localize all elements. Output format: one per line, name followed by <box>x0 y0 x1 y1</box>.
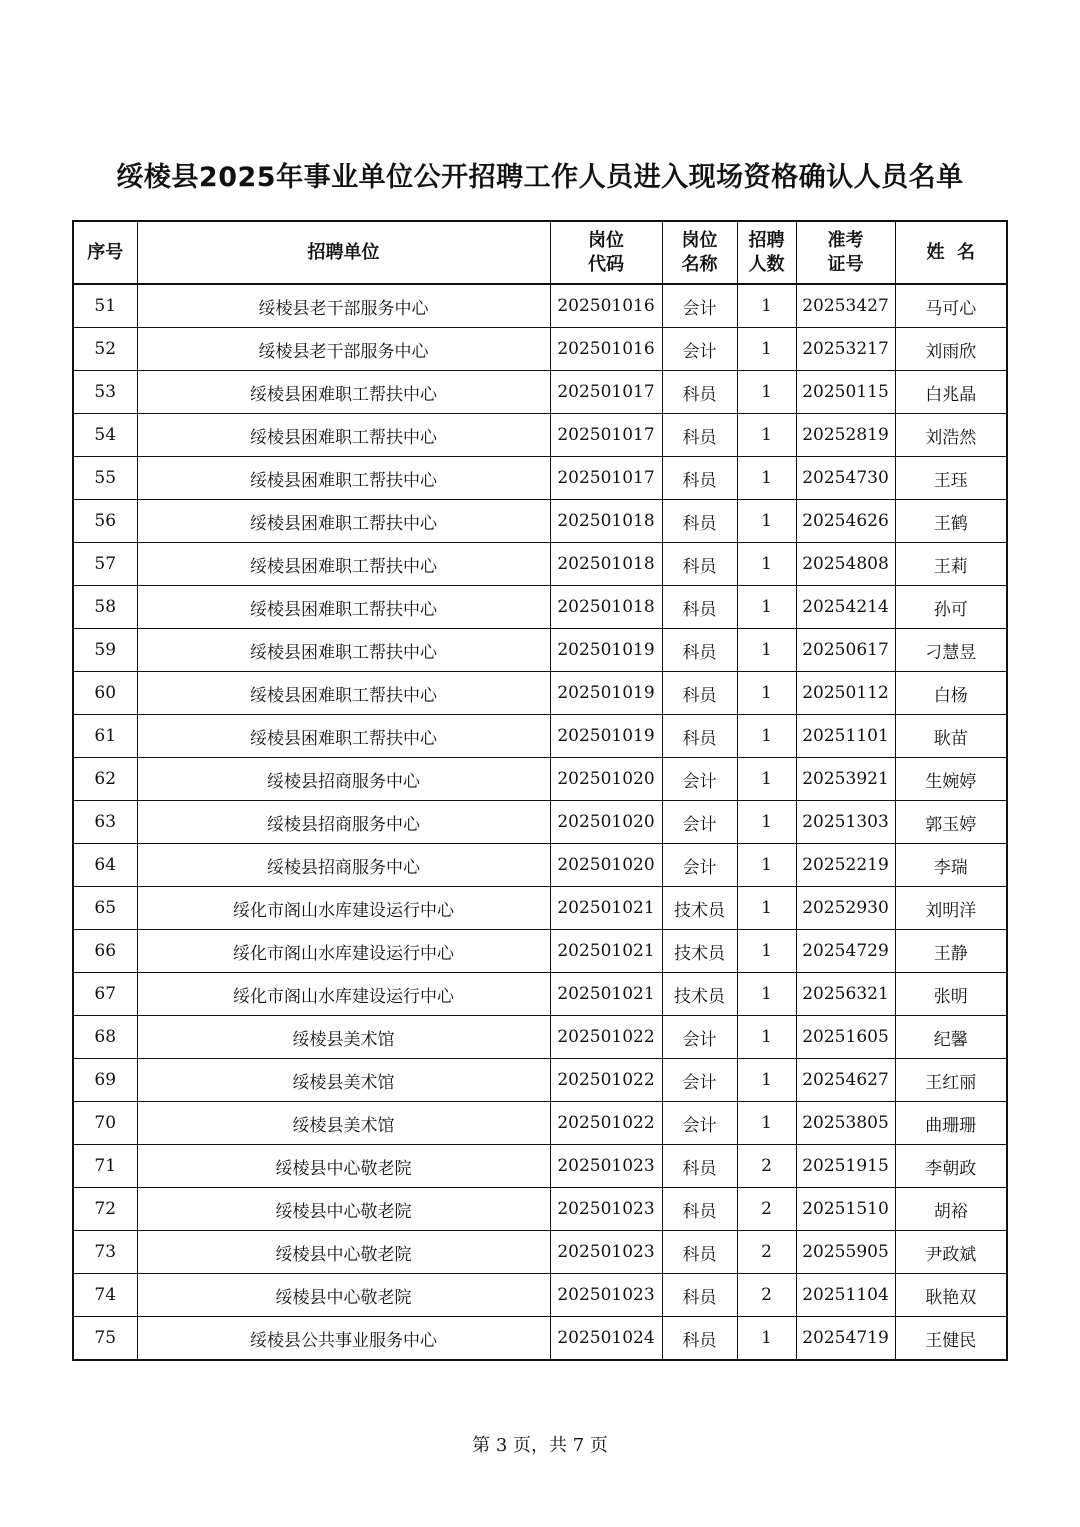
cell-post-name: 会计 <box>662 328 737 371</box>
cell-name: 胡裕 <box>895 1188 1007 1231</box>
cell-headcount: 1 <box>737 930 796 973</box>
table-row <box>73 1274 1007 1317</box>
table-row <box>73 672 1007 715</box>
cell-headcount: 1 <box>737 543 796 586</box>
cell-ticket: 20253805 <box>796 1102 895 1145</box>
cell-unit: 绥棱县困难职工帮扶中心 <box>137 672 550 715</box>
cell-headcount: 1 <box>737 328 796 371</box>
cell-headcount: 1 <box>737 1102 796 1145</box>
cell-post-code: 202501016 <box>550 284 662 328</box>
cell-post-code: 202501023 <box>550 1145 662 1188</box>
cell-post-code: 202501018 <box>550 543 662 586</box>
cell-post-name: 科员 <box>662 1274 737 1317</box>
cell-seq: 71 <box>73 1145 137 1188</box>
cell-headcount: 2 <box>737 1231 796 1274</box>
cell-post-name: 科员 <box>662 500 737 543</box>
cell-post-code: 202501021 <box>550 973 662 1016</box>
cell-name: 刘明洋 <box>895 887 1007 930</box>
cell-post-name: 科员 <box>662 457 737 500</box>
candidate-table <box>72 220 1008 1361</box>
cell-ticket: 20254627 <box>796 1059 895 1102</box>
cell-seq: 56 <box>73 500 137 543</box>
header-post-name-line2: 名称 <box>681 253 718 275</box>
header-name: 姓 名 <box>895 221 1007 284</box>
cell-headcount: 2 <box>737 1188 796 1231</box>
cell-post-code: 202501021 <box>550 930 662 973</box>
cell-ticket: 20254729 <box>796 930 895 973</box>
cell-seq: 58 <box>73 586 137 629</box>
cell-ticket: 20254730 <box>796 457 895 500</box>
cell-unit: 绥化市阁山水库建设运行中心 <box>137 887 550 930</box>
cell-post-name: 会计 <box>662 284 737 328</box>
cell-ticket: 20251303 <box>796 801 895 844</box>
cell-post-code: 202501019 <box>550 715 662 758</box>
cell-seq: 59 <box>73 629 137 672</box>
table-row <box>73 328 1007 371</box>
cell-unit: 绥棱县困难职工帮扶中心 <box>137 371 550 414</box>
cell-post-code: 202501017 <box>550 457 662 500</box>
cell-name: 张明 <box>895 973 1007 1016</box>
table-row <box>73 371 1007 414</box>
cell-post-code: 202501022 <box>550 1059 662 1102</box>
cell-headcount: 1 <box>737 586 796 629</box>
header-post-code-line1: 岗位 <box>588 229 624 251</box>
cell-name: 刁慧昱 <box>895 629 1007 672</box>
cell-name: 尹政斌 <box>895 1231 1007 1274</box>
cell-unit: 绥棱县招商服务中心 <box>137 844 550 887</box>
table-header-row <box>73 221 1007 284</box>
cell-seq: 51 <box>73 284 137 328</box>
cell-post-code: 202501020 <box>550 844 662 887</box>
header-headcount-line2: 人数 <box>748 253 785 275</box>
cell-name: 李朝政 <box>895 1145 1007 1188</box>
table-row <box>73 629 1007 672</box>
header-ticket-line1: 准考 <box>827 229 864 251</box>
cell-seq: 66 <box>73 930 137 973</box>
cell-headcount: 2 <box>737 1145 796 1188</box>
cell-post-code: 202501024 <box>550 1317 662 1361</box>
cell-post-name: 会计 <box>662 1059 737 1102</box>
cell-seq: 65 <box>73 887 137 930</box>
table-row <box>73 500 1007 543</box>
table-row <box>73 801 1007 844</box>
table-row <box>73 284 1007 328</box>
cell-unit: 绥棱县美术馆 <box>137 1059 550 1102</box>
cell-headcount: 1 <box>737 284 796 328</box>
cell-seq: 74 <box>73 1274 137 1317</box>
cell-post-name: 科员 <box>662 543 737 586</box>
cell-post-name: 会计 <box>662 758 737 801</box>
cell-headcount: 1 <box>737 715 796 758</box>
cell-seq: 61 <box>73 715 137 758</box>
cell-seq: 69 <box>73 1059 137 1102</box>
page-footer: 第 3 页，共 7 页 <box>472 1435 608 1456</box>
page-title: 绥棱县2025年事业单位公开招聘工作人员进入现场资格确认人员名单 <box>116 162 964 193</box>
cell-headcount: 1 <box>737 758 796 801</box>
cell-headcount: 1 <box>737 629 796 672</box>
cell-post-name: 科员 <box>662 586 737 629</box>
cell-post-name: 技术员 <box>662 930 737 973</box>
cell-ticket: 20252219 <box>796 844 895 887</box>
cell-post-name: 技术员 <box>662 973 737 1016</box>
cell-name: 孙可 <box>895 586 1007 629</box>
cell-name: 王红丽 <box>895 1059 1007 1102</box>
cell-unit: 绥棱县中心敬老院 <box>137 1274 550 1317</box>
cell-ticket: 20251510 <box>796 1188 895 1231</box>
cell-post-code: 202501016 <box>550 328 662 371</box>
cell-headcount: 1 <box>737 1317 796 1361</box>
cell-post-name: 科员 <box>662 1317 737 1361</box>
cell-name: 王莉 <box>895 543 1007 586</box>
table-row <box>73 1016 1007 1059</box>
cell-ticket: 20253427 <box>796 284 895 328</box>
cell-post-name: 科员 <box>662 1145 737 1188</box>
cell-post-name: 技术员 <box>662 887 737 930</box>
table-row <box>73 758 1007 801</box>
cell-post-code: 202501020 <box>550 801 662 844</box>
cell-unit: 绥棱县中心敬老院 <box>137 1231 550 1274</box>
cell-seq: 55 <box>73 457 137 500</box>
cell-seq: 52 <box>73 328 137 371</box>
cell-seq: 63 <box>73 801 137 844</box>
cell-ticket: 20254626 <box>796 500 895 543</box>
cell-name: 白杨 <box>895 672 1007 715</box>
table-row <box>73 1145 1007 1188</box>
cell-ticket: 20256321 <box>796 973 895 1016</box>
cell-post-code: 202501017 <box>550 371 662 414</box>
cell-ticket: 20251104 <box>796 1274 895 1317</box>
cell-unit: 绥棱县老干部服务中心 <box>137 328 550 371</box>
cell-headcount: 1 <box>737 844 796 887</box>
cell-unit: 绥化市阁山水库建设运行中心 <box>137 973 550 1016</box>
table-row <box>73 1059 1007 1102</box>
cell-unit: 绥棱县困难职工帮扶中心 <box>137 715 550 758</box>
cell-name: 生婉婷 <box>895 758 1007 801</box>
cell-seq: 54 <box>73 414 137 457</box>
cell-post-name: 科员 <box>662 672 737 715</box>
table-row <box>73 1231 1007 1274</box>
table-row <box>73 973 1007 1016</box>
cell-seq: 72 <box>73 1188 137 1231</box>
cell-ticket: 20251605 <box>796 1016 895 1059</box>
table-body <box>73 284 1007 1360</box>
cell-headcount: 1 <box>737 887 796 930</box>
cell-name: 王珏 <box>895 457 1007 500</box>
table-row <box>73 715 1007 758</box>
header-headcount <box>737 221 796 284</box>
cell-ticket: 20255905 <box>796 1231 895 1274</box>
cell-name: 曲珊珊 <box>895 1102 1007 1145</box>
cell-ticket: 20251915 <box>796 1145 895 1188</box>
cell-post-code: 202501018 <box>550 586 662 629</box>
cell-seq: 73 <box>73 1231 137 1274</box>
cell-unit: 绥棱县中心敬老院 <box>137 1188 550 1231</box>
header-seq: 序号 <box>73 221 137 284</box>
cell-post-code: 202501020 <box>550 758 662 801</box>
cell-headcount: 1 <box>737 414 796 457</box>
table-row <box>73 1188 1007 1231</box>
cell-name: 王静 <box>895 930 1007 973</box>
cell-post-name: 会计 <box>662 1016 737 1059</box>
cell-post-code: 202501022 <box>550 1102 662 1145</box>
cell-unit: 绥棱县招商服务中心 <box>137 758 550 801</box>
cell-post-name: 会计 <box>662 1102 737 1145</box>
cell-name: 纪馨 <box>895 1016 1007 1059</box>
cell-headcount: 1 <box>737 672 796 715</box>
cell-name: 耿苗 <box>895 715 1007 758</box>
cell-unit: 绥棱县困难职工帮扶中心 <box>137 543 550 586</box>
cell-name: 耿艳双 <box>895 1274 1007 1317</box>
cell-unit: 绥棱县老干部服务中心 <box>137 284 550 328</box>
cell-post-name: 科员 <box>662 371 737 414</box>
cell-unit: 绥棱县困难职工帮扶中心 <box>137 414 550 457</box>
cell-unit: 绥棱县中心敬老院 <box>137 1145 550 1188</box>
cell-seq: 57 <box>73 543 137 586</box>
cell-unit: 绥棱县困难职工帮扶中心 <box>137 586 550 629</box>
cell-headcount: 1 <box>737 457 796 500</box>
cell-post-code: 202501019 <box>550 672 662 715</box>
cell-unit: 绥棱县困难职工帮扶中心 <box>137 500 550 543</box>
table-row <box>73 586 1007 629</box>
cell-unit: 绥棱县美术馆 <box>137 1016 550 1059</box>
cell-ticket: 20254214 <box>796 586 895 629</box>
table-row <box>73 930 1007 973</box>
cell-name: 王鹤 <box>895 500 1007 543</box>
cell-post-code: 202501023 <box>550 1274 662 1317</box>
cell-unit: 绥棱县困难职工帮扶中心 <box>137 457 550 500</box>
header-post-name <box>662 221 737 284</box>
cell-ticket: 20250115 <box>796 371 895 414</box>
cell-post-name: 科员 <box>662 1188 737 1231</box>
cell-name: 刘雨欣 <box>895 328 1007 371</box>
cell-seq: 67 <box>73 973 137 1016</box>
cell-ticket: 20254808 <box>796 543 895 586</box>
table-row <box>73 414 1007 457</box>
header-ticket <box>796 221 895 284</box>
header-ticket-line2: 证号 <box>827 253 864 275</box>
cell-post-name: 科员 <box>662 715 737 758</box>
cell-headcount: 1 <box>737 500 796 543</box>
cell-name: 李瑞 <box>895 844 1007 887</box>
table-row <box>73 543 1007 586</box>
cell-headcount: 1 <box>737 801 796 844</box>
cell-unit: 绥棱县美术馆 <box>137 1102 550 1145</box>
cell-name: 马可心 <box>895 284 1007 328</box>
table-row <box>73 887 1007 930</box>
cell-headcount: 1 <box>737 1059 796 1102</box>
header-post-code-line2: 代码 <box>588 253 624 275</box>
cell-headcount: 2 <box>737 1274 796 1317</box>
table-row <box>73 1102 1007 1145</box>
cell-headcount: 1 <box>737 371 796 414</box>
cell-unit: 绥棱县招商服务中心 <box>137 801 550 844</box>
cell-seq: 62 <box>73 758 137 801</box>
cell-post-code: 202501023 <box>550 1188 662 1231</box>
cell-post-name: 科员 <box>662 414 737 457</box>
cell-seq: 70 <box>73 1102 137 1145</box>
cell-seq: 60 <box>73 672 137 715</box>
cell-ticket: 20251101 <box>796 715 895 758</box>
cell-seq: 75 <box>73 1317 137 1361</box>
cell-post-code: 202501022 <box>550 1016 662 1059</box>
table-row <box>73 457 1007 500</box>
cell-ticket: 20252819 <box>796 414 895 457</box>
cell-headcount: 1 <box>737 973 796 1016</box>
cell-post-code: 202501019 <box>550 629 662 672</box>
cell-ticket: 20253217 <box>796 328 895 371</box>
table-row <box>73 844 1007 887</box>
cell-unit: 绥化市阁山水库建设运行中心 <box>137 930 550 973</box>
cell-name: 王健民 <box>895 1317 1007 1361</box>
header-post-code <box>550 221 662 284</box>
cell-post-name: 会计 <box>662 801 737 844</box>
cell-name: 白兆晶 <box>895 371 1007 414</box>
cell-seq: 68 <box>73 1016 137 1059</box>
header-headcount-line1: 招聘 <box>748 229 785 251</box>
cell-post-name: 科员 <box>662 1231 737 1274</box>
header-post-name-line1: 岗位 <box>681 229 718 251</box>
cell-unit: 绥棱县困难职工帮扶中心 <box>137 629 550 672</box>
cell-post-code: 202501017 <box>550 414 662 457</box>
cell-seq: 64 <box>73 844 137 887</box>
cell-post-code: 202501021 <box>550 887 662 930</box>
cell-post-code: 202501018 <box>550 500 662 543</box>
cell-ticket: 20254719 <box>796 1317 895 1361</box>
cell-ticket: 20252930 <box>796 887 895 930</box>
cell-seq: 53 <box>73 371 137 414</box>
table-row <box>73 1317 1007 1361</box>
cell-ticket: 20250112 <box>796 672 895 715</box>
cell-headcount: 1 <box>737 1016 796 1059</box>
cell-ticket: 20250617 <box>796 629 895 672</box>
cell-ticket: 20253921 <box>796 758 895 801</box>
cell-post-name: 科员 <box>662 629 737 672</box>
cell-post-name: 会计 <box>662 844 737 887</box>
cell-post-code: 202501023 <box>550 1231 662 1274</box>
header-unit: 招聘单位 <box>137 221 550 284</box>
cell-name: 刘浩然 <box>895 414 1007 457</box>
cell-unit: 绥棱县公共事业服务中心 <box>137 1317 550 1361</box>
cell-name: 郭玉婷 <box>895 801 1007 844</box>
